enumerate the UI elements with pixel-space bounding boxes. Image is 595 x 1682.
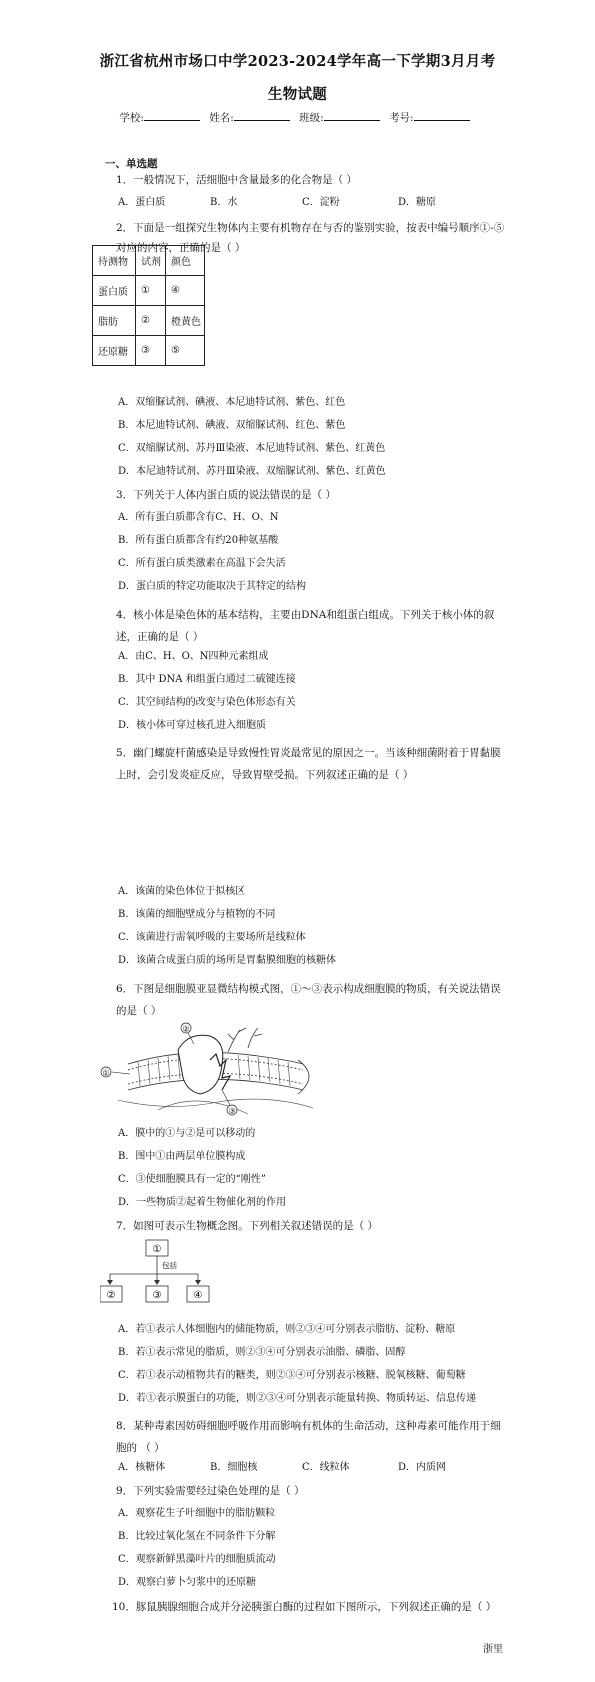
question-3-option-c[interactable]: C．所有蛋白质类激素在高温下会失活 — [118, 558, 286, 569]
question-9-option-c[interactable]: C．观察新鲜黑藻叶片的细胞质流动 — [118, 1554, 276, 1565]
table-cell: ② — [136, 306, 166, 336]
student-info-line — [0, 110, 595, 125]
concept-diagram — [100, 1238, 220, 1310]
school-field[interactable] — [144, 111, 200, 121]
exam-number-field[interactable] — [414, 111, 470, 121]
table-cell: 待测物 — [93, 246, 136, 276]
table-cell: 颜色 — [166, 246, 205, 276]
question-2-option-a[interactable]: A．双缩脲试剂、碘液、本尼迪特试剂、紫色、红色 — [118, 397, 346, 408]
question-6-option-a[interactable]: A．膜中的①与②是可以移动的 — [118, 1128, 256, 1139]
table-cell: ③ — [136, 336, 166, 366]
question-7-option-d[interactable]: D．若①表示膜蛋白的功能，则②③④可分别表示能量转换、物质转运、信息传递 — [118, 1393, 477, 1404]
child-label-2: ③ — [152, 1290, 162, 1301]
figure-label-1: ① — [102, 1068, 110, 1078]
table-row — [93, 276, 205, 306]
question-7-option-b[interactable]: B．若①表示常见的脂质，则②③④可分别表示油脂、磷脂、固醇 — [118, 1347, 406, 1358]
option-a[interactable]: A．核糖体 — [118, 1462, 166, 1473]
option-d[interactable]: D．内质网 — [398, 1462, 447, 1473]
name-label: 姓名: — [209, 112, 234, 124]
question-2-stem: 2．下面是一组探究生物体内主要有机物存在与否的鉴别实验，按表中编号顺序①-⑤对应的内容，正确的是（ ） — [116, 222, 505, 254]
table-cell: 还原糖 — [93, 336, 136, 366]
question-1-options — [118, 196, 508, 209]
question-9-stem: 9．下列实验需要经过染色处理的是（ ） — [116, 1485, 305, 1497]
question-7-option-c[interactable]: C．若①表示动植物共有的糖类，则②③④可分别表示核糖、脱氧核糖、葡萄糖 — [118, 1370, 466, 1381]
question-3-option-b[interactable]: B．所有蛋白质都含有约20种氨基酸 — [118, 535, 279, 546]
name-field[interactable] — [234, 111, 290, 121]
exam-subtitle: 生物试题 — [267, 86, 328, 103]
figure-label-2: ② — [182, 1024, 190, 1034]
option-b[interactable]: B．细胞核 — [210, 1462, 258, 1473]
table-cell: 橙黄色 — [166, 306, 205, 336]
table-cell: 蛋白质 — [93, 276, 136, 306]
link-label: 包括 — [162, 1261, 177, 1270]
question-9-option-b[interactable]: B．比较过氧化氢在不同条件下分解 — [118, 1531, 276, 1542]
question-7-option-a[interactable]: A．若①表示人体细胞内的储能物质，则②③④可分别表示脂肪、淀粉、糖原 — [118, 1324, 456, 1335]
exam-number-label: 考号: — [389, 112, 414, 124]
school-label: 学校: — [119, 112, 144, 124]
question-3-option-d[interactable]: D．蛋白质的特定功能取决于其特定的结构 — [118, 581, 307, 592]
table-cell: ⑤ — [166, 336, 205, 366]
exam-title: 浙江省杭州市场口中学2023-2024学年高一下学期3月月考 — [99, 53, 496, 70]
option-d[interactable]: D．糖原 — [398, 197, 437, 208]
table-cell: ① — [136, 276, 166, 306]
class-field[interactable] — [324, 111, 380, 121]
question-5-option-b[interactable]: B．该菌的细胞壁成分与植物的不同 — [118, 909, 276, 920]
figure-label-3: ③ — [228, 1106, 236, 1116]
question-4-option-d[interactable]: D．核小体可穿过核孔进入细胞质 — [118, 720, 267, 731]
table-row — [93, 246, 205, 276]
table-row — [93, 336, 205, 366]
question-6-option-b[interactable]: B．图中①由两层单位膜构成 — [118, 1151, 246, 1162]
question-9-option-a[interactable]: A．观察花生子叶细胞中的脂肪颗粒 — [118, 1508, 276, 1519]
question-2-option-d[interactable]: D．本尼迪特试剂、苏丹Ⅲ染液、双缩脲试剂、紫色、红黄色 — [118, 466, 386, 477]
footer-mark: 浙里 — [483, 1644, 503, 1655]
question-8-stem: 8．某种毒素因妨碍细胞呼吸作用而影响有机体的生命活动，这种毒素可能作用于细胞的 （ ） — [116, 1420, 501, 1454]
option-b[interactable]: B．水 — [210, 197, 238, 208]
table-cell: ④ — [166, 276, 205, 306]
question-8-options — [118, 1461, 508, 1474]
question-4-option-c[interactable]: C．其空间结构的改变与染色体形态有关 — [118, 697, 296, 708]
question-4-stem: 4．核小体是染色体的基本结构，主要由DNA和组蛋白组成。下列关于核小体的叙述，正确的是（ ） — [116, 609, 495, 643]
question-9-option-d[interactable]: D．观察白萝卜匀浆中的还原糖 — [118, 1577, 257, 1588]
option-c[interactable]: C．线粒体 — [302, 1462, 350, 1473]
question-6-option-c[interactable]: C．③使细胞膜具有一定的“刚性” — [118, 1174, 266, 1185]
question-5-option-d[interactable]: D．该菌合成蛋白质的场所是胃黏膜细胞的核糖体 — [118, 955, 337, 966]
section-heading: 一、单选题 — [105, 158, 158, 170]
question-4-option-b[interactable]: B．其中 DNA 和组蛋白通过二硫键连接 — [118, 674, 296, 685]
question-10-stem: 10．豚鼠胰腺细胞合成并分泌胰蛋白酶的过程如下图所示，下列叙述正确的是（ ） — [112, 1601, 497, 1613]
question-5-stem: 5．幽门螺旋杆菌感染是导致慢性胃炎最常见的原因之一。当该种细菌附着于胃黏膜上时，会引发炎症反应，导致胃壁受损。下列叙述正确的是（ ） — [116, 747, 501, 781]
question-3-stem: 3．下列关于人体内蛋白质的说法错误的是（ ） — [116, 489, 337, 501]
table-row — [93, 306, 205, 336]
question-5-option-c[interactable]: C．该菌进行需氧呼吸的主要场所是线粒体 — [118, 932, 306, 943]
root-label: ① — [152, 1244, 162, 1255]
question-5-option-a[interactable]: A．该菌的染色体位于拟核区 — [118, 886, 246, 897]
table-cell: 试剂 — [136, 246, 166, 276]
question-2-option-c[interactable]: C．双缩脲试剂、苏丹Ⅲ染液、本尼迪特试剂、紫色、红黄色 — [118, 443, 386, 454]
option-a[interactable]: A．蛋白质 — [118, 197, 166, 208]
question-4-option-a[interactable]: A．由C、H、O、N四种元素组成 — [118, 651, 269, 662]
question-6-option-d[interactable]: D．一些物质②起着生物催化剂的作用 — [118, 1197, 287, 1208]
question-6-stem: 6．下图是细胞膜亚显微结构模式图，①～③表示构成细胞膜的物质，有关说法错误的是（ ） — [116, 983, 501, 1017]
reagent-table — [92, 245, 205, 366]
question-2-option-b[interactable]: B．本尼迪特试剂、碘液、双缩脲试剂、红色、紫色 — [118, 420, 346, 431]
question-1-stem: 1．一般情况下，活细胞中含量最多的化合物是（ ） — [116, 174, 358, 186]
cell-membrane-figure — [98, 1020, 318, 1120]
class-label: 班级: — [299, 112, 324, 124]
question-7-stem: 7．如图可表示生物概念图。下列相关叙述错误的是（ ） — [116, 1220, 379, 1232]
child-label-1: ② — [106, 1290, 116, 1301]
option-c[interactable]: C．淀粉 — [302, 197, 340, 208]
table-cell: 脂肪 — [93, 306, 136, 336]
question-3-option-a[interactable]: A．所有蛋白质都含有C、H、O、N — [118, 512, 279, 523]
child-label-3: ④ — [193, 1290, 203, 1301]
